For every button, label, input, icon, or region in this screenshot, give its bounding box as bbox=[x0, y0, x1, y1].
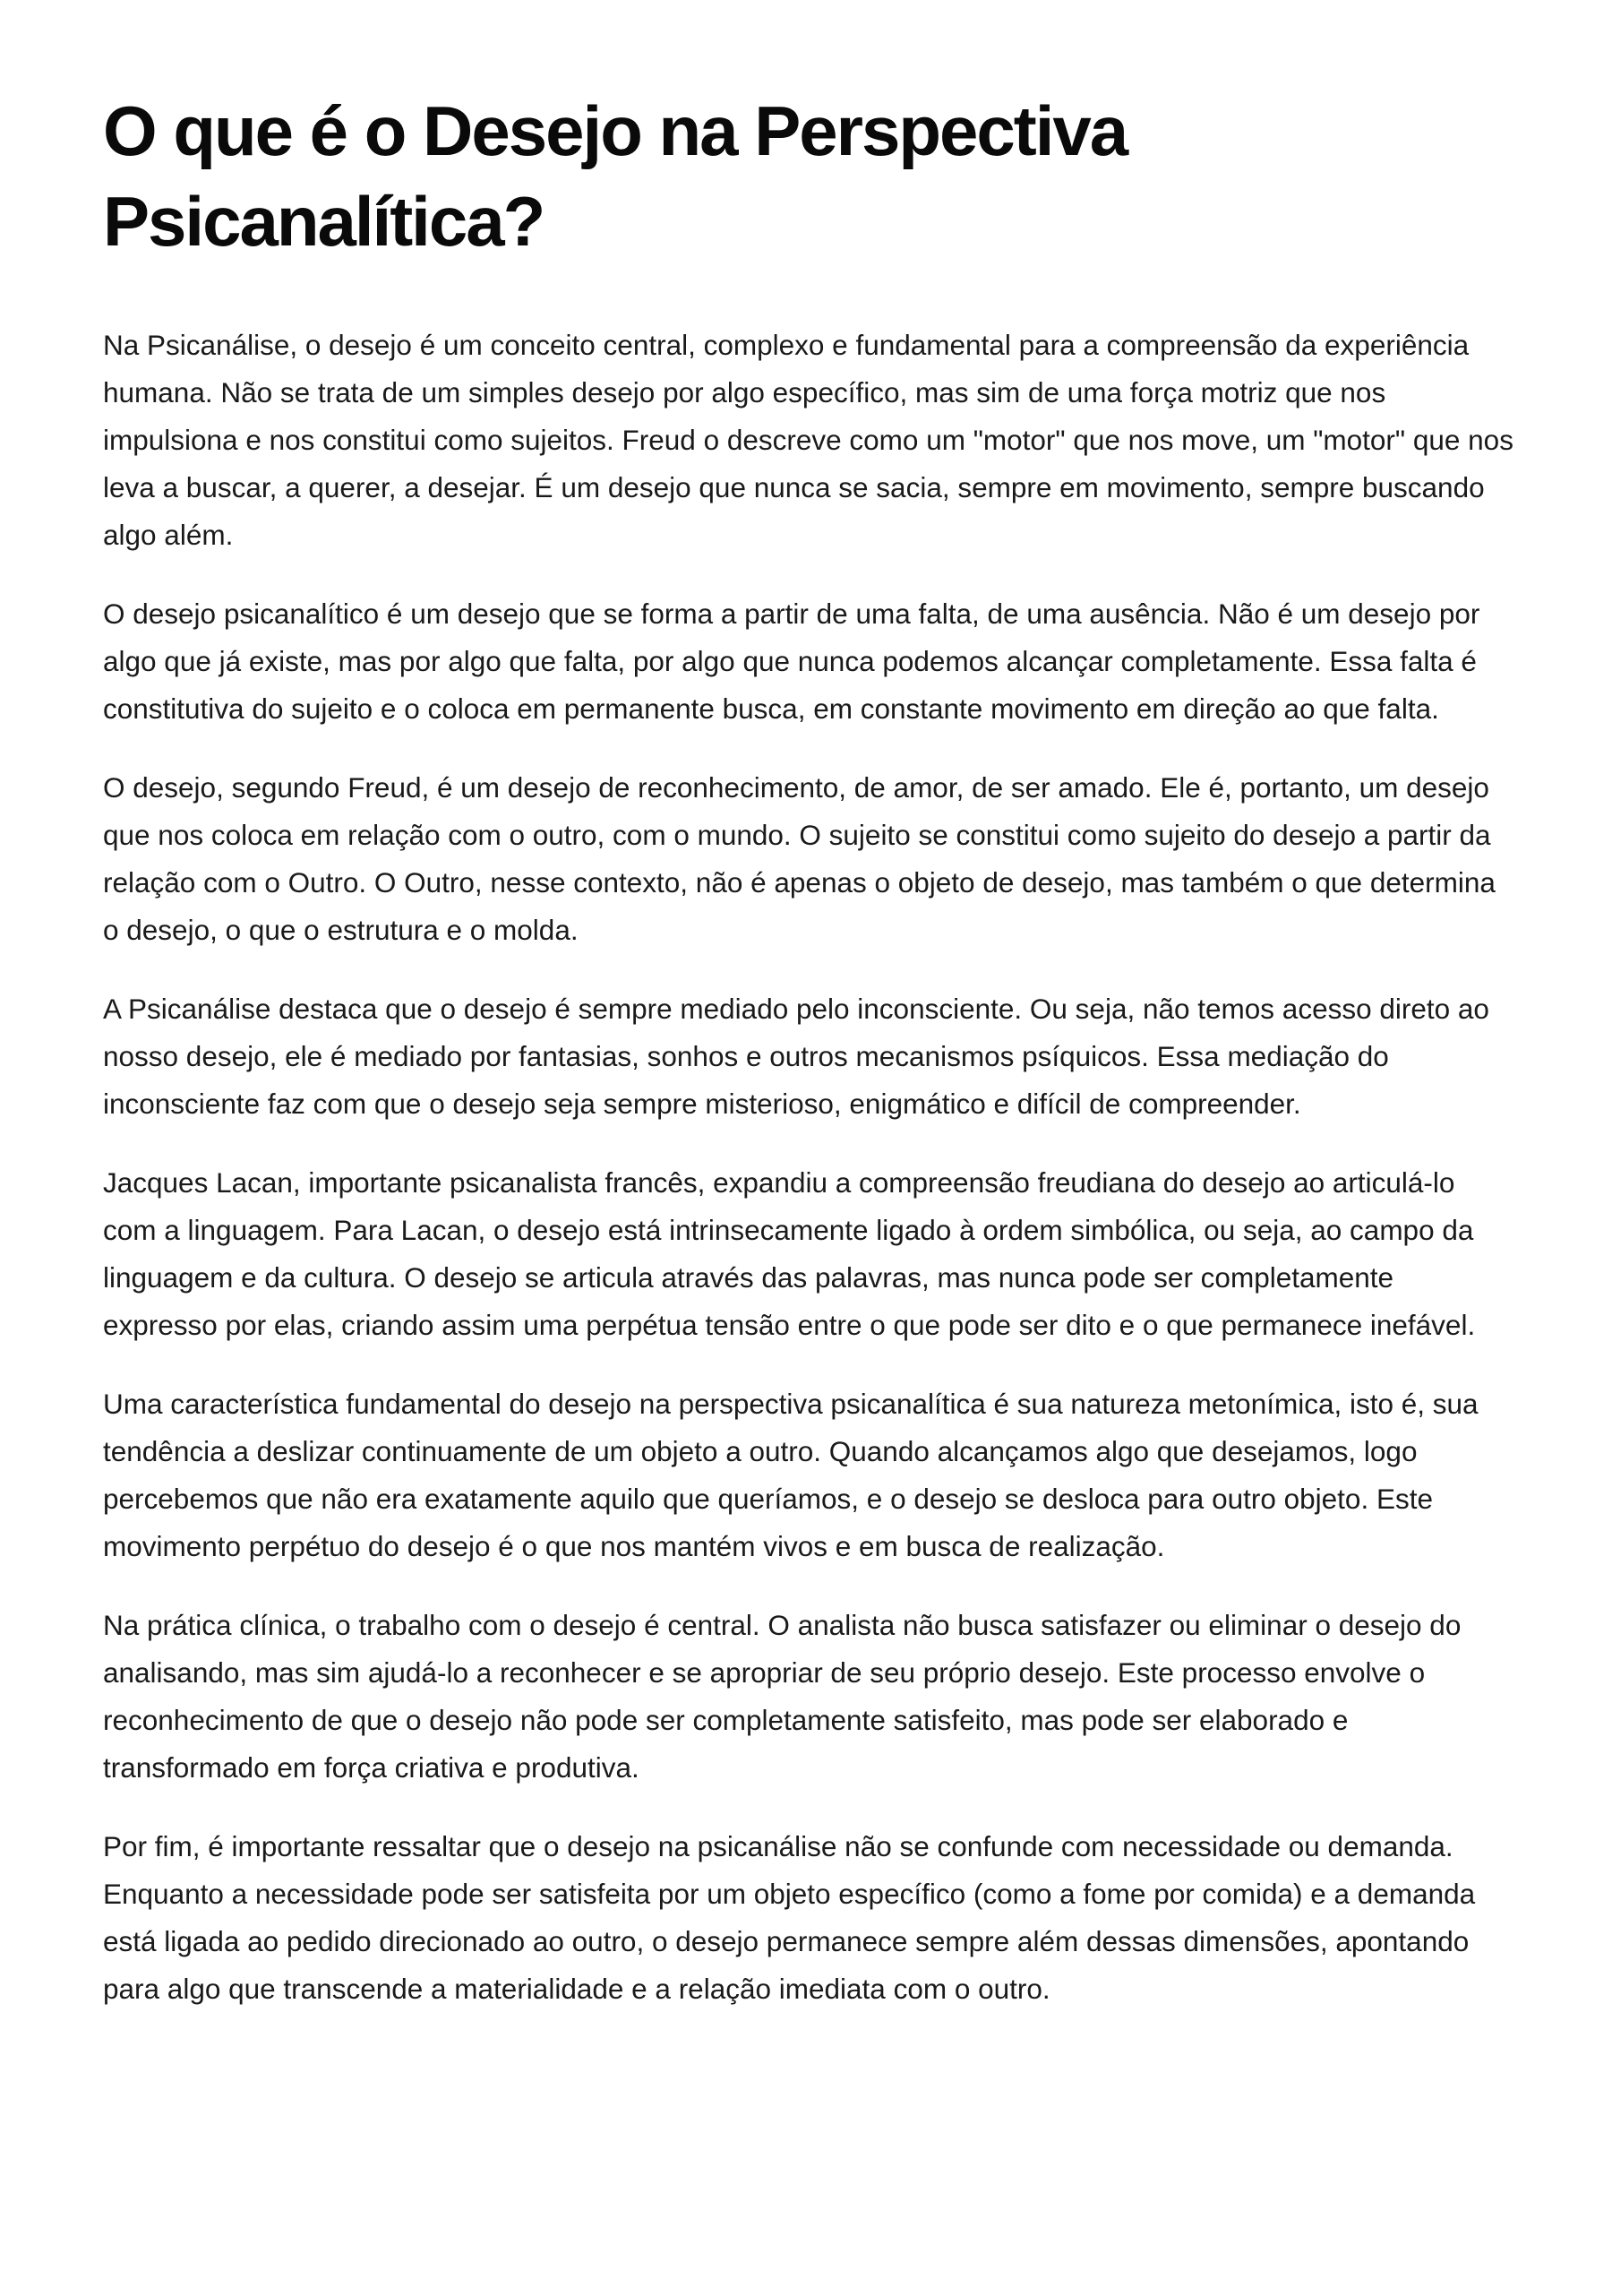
paragraph-8: Por fim, é importante ressaltar que o desejo na psicanálise não se confunde com necessidade ou demanda. Enquanto a necessidade pode ser satisfeita por um objeto específico (como a fome por comida) e a demanda está ligada ao pedido direcionado ao outro, o desejo permanece sempre além dessas dimensões, apontando para algo que transcende a materialidade e a relação imediata com o outro. bbox=[103, 1830, 1476, 2005]
paragraph-6: Uma característica fundamental do desejo na perspectiva psicanalítica é sua natureza metonímica, isto é, sua tendência a deslizar continuamente de um objeto a outro. Quando alcançamos algo que desejamos, logo percebemos que não era exatamente aquilo que queríamos, e o desejo se desloca para outro objeto. Este movimento perpétuo do desejo é o que nos mantém vivos e em busca de realização. bbox=[103, 1388, 1479, 1562]
article-body bbox=[103, 322, 1513, 2013]
paragraph-5: Jacques Lacan, importante psicanalista francês, expandiu a compreensão freudiana do desejo ao articulá-lo com a linguagem. Para Lacan, o desejo está intrinsecamente ligado à ordem simbólica, ou seja, ao campo da linguagem e da cultura. O desejo se articula através das palavras, mas nunca pode ser completamente expresso por elas, criando assim uma perpétua tensão entre o que pode ser dito e o que permanece inefável. bbox=[103, 1166, 1476, 1341]
paragraph-1: Na Psicanálise, o desejo é um conceito central, complexo e fundamental para a compreensão da experiência humana. Não se trata de um simples desejo por algo específico, mas sim de uma força motriz que nos impulsiona e nos constitui como sujeitos. Freud o descreve como um "motor" que nos move, um "motor" que nos leva a buscar, a querer, a desejar. É um desejo que nunca se sacia, sempre em movimento, sempre buscando algo além. bbox=[103, 329, 1513, 551]
paragraph-7: Na prática clínica, o trabalho com o desejo é central. O analista não busca satisfazer ou eliminar o desejo do analisando, mas sim ajudá-lo a reconhecer e se apropriar de seu próprio desejo. Este processo envolve o reconhecimento de que o desejo não pode ser completamente satisfeito, mas pode ser elaborado e transformado em força criativa e produtiva. bbox=[103, 1609, 1462, 1784]
paragraph-2: O desejo psicanalítico é um desejo que se forma a partir de uma falta, de uma ausência. Não é um desejo por algo que já existe, mas por algo que falta, por algo que nunca podemos alcançar completamente. Essa falta é constitutiva do sujeito e o coloca em permanente busca, em constante movimento em direção ao que falta. bbox=[103, 598, 1480, 725]
paragraph-4: A Psicanálise destaca que o desejo é sempre mediado pelo inconsciente. Ou seja, não temos acesso direto ao nosso desejo, ele é mediado por fantasias, sonhos e outros mecanismos psíquicos. Essa mediação do inconsciente faz com que o desejo seja sempre misterioso, enigmático e difícil de compreender. bbox=[103, 993, 1489, 1120]
page-title: O que é o Desejo na Perspectiva Psicanalítica? bbox=[103, 91, 1128, 261]
document-page bbox=[103, 86, 1513, 2044]
paragraph-3: O desejo, segundo Freud, é um desejo de reconhecimento, de amor, de ser amado. Ele é, portanto, um desejo que nos coloca em relação com o outro, com o mundo. O sujeito se constitui como sujeito do desejo a partir da relação com o Outro. O Outro, nesse contexto, não é apenas o objeto de desejo, mas também o que determina o desejo, o que o estrutura e o molda. bbox=[103, 771, 1496, 946]
